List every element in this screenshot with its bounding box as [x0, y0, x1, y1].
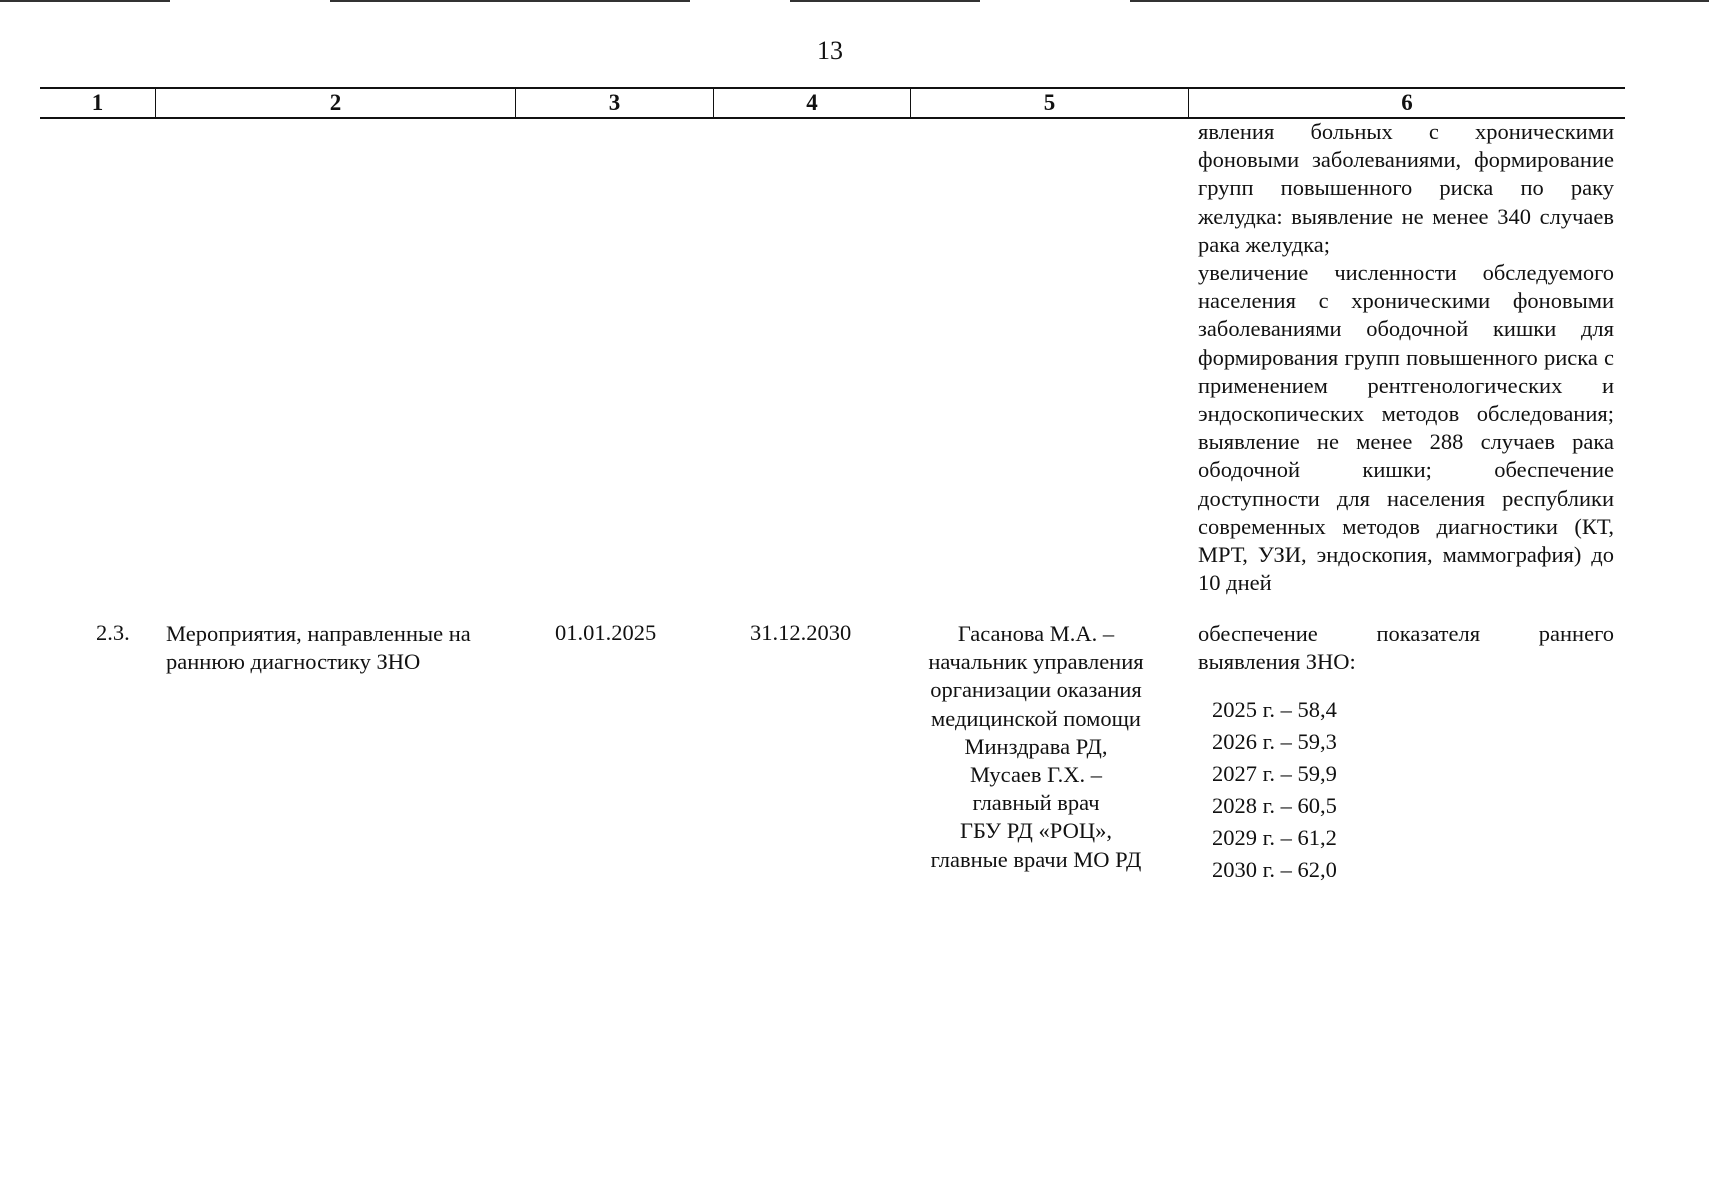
indicator-list: [1212, 694, 1337, 886]
indicator-item: 2029 г. – 61,2: [1212, 825, 1337, 850]
responsible-line: главный врач: [972, 790, 1100, 816]
responsible-line: Мусаев Г.Х. –: [969, 762, 1103, 788]
indicator-item: 2026 г. – 59,3: [1212, 729, 1337, 754]
responsible-line: Гасанова М.А. – начальник управления организации оказания медицинской помощи: [928, 621, 1144, 731]
indicator-item: 2028 г. – 60,5: [1212, 793, 1337, 818]
column-header: 3: [515, 89, 713, 117]
indicator-item: 2027 г. – 59,9: [1212, 761, 1337, 786]
column-header: 5: [910, 89, 1188, 117]
scan-edge-mark: [1130, 0, 1709, 2]
result-paragraph: явления больных с хроническими фоновыми заболеваниями, формирование групп повышенного риска по раку желудка: выявление не менее 340 случаев рака желудка;: [1198, 119, 1614, 257]
scan-edge-mark: [330, 0, 690, 2]
continued-result-cell: [1198, 118, 1614, 597]
page-number: 13: [817, 36, 843, 65]
responsible-line: Минздрава РД,: [964, 733, 1108, 759]
scan-edge-mark: [0, 0, 170, 2]
column-header: 1: [91, 90, 104, 115]
result-intro: обеспечение показателя раннего выявления ЗНО:: [1198, 621, 1614, 675]
scan-edge-mark: [790, 0, 980, 2]
column-header-row: [40, 87, 1625, 119]
end-date: 31.12.2030: [750, 620, 852, 645]
column-header: 6: [1188, 89, 1625, 117]
start-date: 01.01.2025: [555, 620, 657, 645]
responsible-line: ГБУ РД «РОЦ»,: [960, 818, 1112, 844]
row-number: 2.3.: [96, 620, 130, 645]
activity-name: Мероприятия, направленные на раннюю диагностику ЗНО: [166, 621, 471, 675]
indicator-item: 2030 г. – 62,0: [1212, 857, 1337, 882]
responsible-cell: [906, 620, 1166, 874]
result-paragraph: увеличение численности обследуемого населения с хроническими фоновыми заболеваниями ободочной кишки для формирования групп повышенного риска с применением рентгенологических и эндоскопических методов обследования; выявление не менее 288 случаев рака ободочной кишки; обеспечение доступности для населения республики современных методов диагностики (КТ, МРТ, УЗИ, эндоскопия, маммография) до 10 дней: [1198, 260, 1614, 596]
responsible-line: главные врачи МО РД: [930, 846, 1142, 872]
column-header: 4: [713, 89, 910, 117]
indicator-item: 2025 г. – 58,4: [1212, 697, 1337, 722]
column-header: 2: [155, 89, 515, 117]
